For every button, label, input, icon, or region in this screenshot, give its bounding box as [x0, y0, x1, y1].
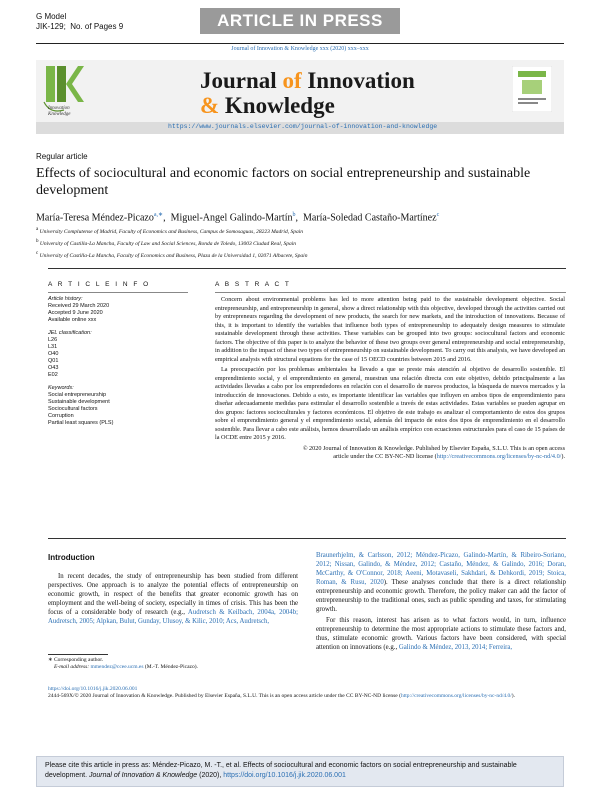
copyright-notice [215, 445, 565, 462]
svg-text:Innovation: Innovation [48, 106, 70, 111]
license-link[interactable]: http://creativecommons.org/licenses/by-nc-nd/4.0/ [400, 693, 512, 699]
article-title: Effects of sociocultural and economic factors on social entrepreneurship and sustainable development [36, 166, 531, 198]
article-in-press-banner: ARTICLE IN PRESS [200, 8, 400, 34]
license-link[interactable]: http://creativecommons.org/licenses/by-nc-nd/4.0/ [436, 453, 562, 460]
journal-reference[interactable]: Journal of Innovation & Knowledge xxx (2020) xxx–xxx [231, 46, 369, 52]
keyword: Sociocultural factors [48, 406, 98, 412]
journal-title [200, 68, 415, 118]
abstract [215, 296, 565, 462]
manuscript-id: JIK-129; [36, 22, 66, 31]
email-label: E-mail address: [54, 664, 90, 670]
keyword: Sustainable development [48, 399, 110, 405]
citation-link[interactable]: Braunerhjelm, & Carlsson, 2012; Méndez-Picazo, Galindo-Martín, & Ribeiro-Soriano, 2012; Nissan, Galindo, & Méndez, 2012; Castaño, Méndez, & Galindo, 2016; Doran, McCarthy, & O'Connor, 2018; Aeeni, Motavaseli, Sakhdari, & Dehkordi, 2019; Stoica, Roman, & Rusu, 2020 [316, 552, 566, 586]
g-model-label: G Model [36, 12, 67, 21]
email-link[interactable]: mmendez@ccee.ucm.es [90, 664, 144, 670]
abstract-heading: A B S T R A C T [215, 281, 291, 288]
copyright-line: © 2020 Journal of Innovation & Knowledge. Published by Elsevier España, S.L.U. This is an open access [302, 444, 565, 452]
received-date: Received 29 March 2020 [48, 303, 110, 309]
manuscript-info [36, 12, 123, 32]
footnote-marker: ∗ [48, 657, 53, 663]
introduction-heading: Introduction [48, 553, 95, 562]
page-count: No. of Pages 9 [70, 22, 124, 31]
affil-marker: c [36, 250, 39, 256]
keyword: Partial least squares (PLS) [48, 420, 114, 426]
doi-block [48, 686, 566, 700]
jel-label: JEL classification: [48, 330, 92, 336]
issn-text: ). [511, 693, 515, 699]
jik-logo-icon [42, 62, 84, 118]
keyword: Social entrepreneurship [48, 392, 107, 398]
jel-code: O43 [48, 365, 59, 371]
jel-code: Q01 [48, 358, 59, 364]
citation-link[interactable]: Galindo & Méndez, 2013, 2014; Ferreira, [398, 644, 513, 651]
abstract-english: Concern about environmental problems has led to more attention being paid to the sustainable development objective. Social entrepreneurship, and entrepreneurship in general, show a direct relationship with this objective, developed through the activities carried out by entrepreneurs regarding the development of new products, the search for new markets, and the introduction of innovations. Because of this, it is important to identify the variables that influence both types of entrepreneurship to adequately design measures to stimulate sustainable development through these activities. These variables can be grouped into two groups: sociocultural factors and economic factors. The objective of this paper is to analyze the behavior of these two groups over general entrepreneurship and social entrepreneurship, in addition to the impact of these two types of entrepreneurship on sustainable development. To carry out this analysis, we have developed an empirical analysis with structural equations for the case of 15 OECD countries between 2015 and 2016. [215, 296, 565, 363]
author-name: María-Teresa Méndez-Picazo [36, 212, 154, 224]
author-name: María-Soledad Castaño-Martínez [302, 212, 437, 224]
body-text: For this reason, interest has arisen as to what factors would, in turn, influence entrepreneurship to determine the most appropriate actions to stimulate these factors and, thus, stimulate economic growth. Various factors have been considered, with special attention on innovations (e.g., [316, 617, 566, 651]
citation-text: Please cite this article in press as: Méndez-Picazo, M. -T., et al. Effects of sociocultural and economic factors on social entrepreneurship and sustainable development. [45, 762, 517, 779]
article-info [48, 296, 188, 427]
divider [48, 538, 566, 539]
footnote-rule [48, 654, 108, 655]
affiliation: University Complutense of Madrid, Faculty of Economics and Business, Campus de Somosaguas, 28223 Madrid, Spain [39, 228, 303, 235]
journal-title-part: Journal [200, 68, 283, 93]
author-name: Miguel-Angel Galindo-Martín [170, 212, 293, 224]
doi-link[interactable]: https://doi.org/10.1016/j.jik.2020.06.001 [48, 686, 138, 692]
author-affil-link[interactable]: c [436, 212, 440, 218]
jel-code: E02 [48, 372, 58, 378]
online-date: Available online xxx [48, 317, 97, 323]
body-text: In recent decades, the study of entrepreneurship has been studied from different perspectives. One approach is to analyze the potential effects of entrepreneurship on economic growth, in respect of the benefits that greater economic growth has on employment and the well-being of society, especially in times of crisis. This has been the focus of a considerable body of research (e.g., [48, 573, 298, 616]
author-list: María-Teresa Méndez-Picazo$^{a,∗}$, Miguel-Angel Galindo-Martín$^b$, María-Soledad Castaño-Martínez$^c$ [36, 212, 440, 224]
history-label: Article history: [48, 296, 83, 302]
journal-title-part: Knowledge [224, 93, 335, 118]
email-suffix: (M.-T. Méndez-Picazo). [144, 664, 198, 670]
citation-box [36, 756, 564, 787]
jel-code: L31 [48, 344, 58, 350]
jel-code: L26 [48, 337, 58, 343]
affiliation: University of Castilla-La Mancha, Faculty of Law and Social Sciences, Ronda de Toledo, 13003 Ciudad Real, Spain [39, 240, 297, 247]
affiliation: University of Castilla-La Mancha, Faculty of Economics and Business, Plaza de la Universidad 1, 02071 Albacete, Spain [39, 252, 308, 259]
citation-link[interactable]: Audretsch & Keilbach, 2004a, 2004b; Audretsch, 2005; Alpkan, Bulut, Gunday, Ulusoy, & Kilic, 2010; Acs, Audretsch, [48, 609, 298, 625]
citation-doi-link[interactable]: https://doi.org/10.1016/j.jik.2020.06.001 [223, 772, 346, 779]
journal-cover-icon [512, 66, 552, 112]
header-rule [36, 43, 564, 44]
footnote [48, 657, 298, 671]
citation-year: (2020), [199, 772, 222, 779]
copyright-line: ). [561, 453, 565, 460]
body-right-column [316, 551, 566, 652]
journal-title-part: Innovation [301, 68, 415, 93]
article-type: Regular article [36, 152, 88, 161]
author-affil-link[interactable]: a,∗ [153, 212, 164, 218]
affiliations [36, 225, 307, 260]
affil-marker: a [36, 227, 39, 232]
affil-marker: b [36, 238, 39, 244]
body-text: ). These analyses conclude that there is a direct relationship entrepreneurship and economic growth. Therefore, the policy maker can add the factor of entrepreneurship to the traditional ones, such as public spending and taxes, for stimulating growth. [316, 579, 566, 613]
divider [48, 292, 188, 293]
journal-title-accent: of [282, 68, 302, 93]
author-affil-link[interactable]: b [292, 212, 296, 218]
jel-code: O40 [48, 351, 59, 357]
body-left-column [48, 572, 298, 626]
journal-title-accent: & [200, 93, 225, 118]
citation-journal: Journal of Innovation & Knowledge [88, 772, 198, 779]
divider [48, 268, 566, 269]
accepted-date: Accepted 9 June 2020 [48, 310, 103, 316]
corresponding-label: Corresponding author. [53, 657, 104, 663]
keyword: Corruption [48, 413, 74, 419]
abstract-spanish: La preocupación por los problemas ambientales ha llevado a que se preste más atención al objetivo de desarrollo sostenible. El emprendimiento social, y el emprendimiento en general, muestran una relación directa con este objetivo, debido principalmente a las actividades llevadas a cabo por los emprendedores en relación con el desarrollo de nuevos productos, la búsqueda de nuevos mercados y la introducción de innovaciones. Debido a esto, es importante identificar las variables que influyen en ambos tipos de emprendimiento para diseñar adecuadamente medidas para estimular el desarrollo sostenible a través de estas actividades. Estas variables se pueden agrupar en dos grupos: factores socioculturales y factores económicos. El objetivo de este trabajo es analizar el comportamiento de estos dos grupos sobre el emprendimiento general y el emprendimiento social, además del impacto de estos dos tipos de emprendimiento en el desarrollo sostenible. Para llevar a cabo este análisis, hemos desarrollado un análisis empírico con ecuaciones estructurales para el caso de 15 países de la OCDE entre 2015 y 2016. [215, 366, 565, 441]
keywords-label: Keywords: [48, 385, 74, 391]
article-info-heading: A R T I C L E I N F O [48, 281, 151, 288]
issn-text: 2444-569X/© 2020 Journal of Innovation & Knowledge. Published by Elsevier España, S.L.U. This is an open access article under the CC BY-NC-ND license ( [48, 693, 401, 699]
svg-text:Knowledge: Knowledge [48, 112, 71, 117]
copyright-line: article under the CC BY-NC-ND license ( [333, 453, 437, 460]
journal-url-link[interactable]: https://www.journals.elsevier.com/journal-of-innovation-and-knowledge [168, 123, 438, 130]
divider [215, 292, 566, 293]
